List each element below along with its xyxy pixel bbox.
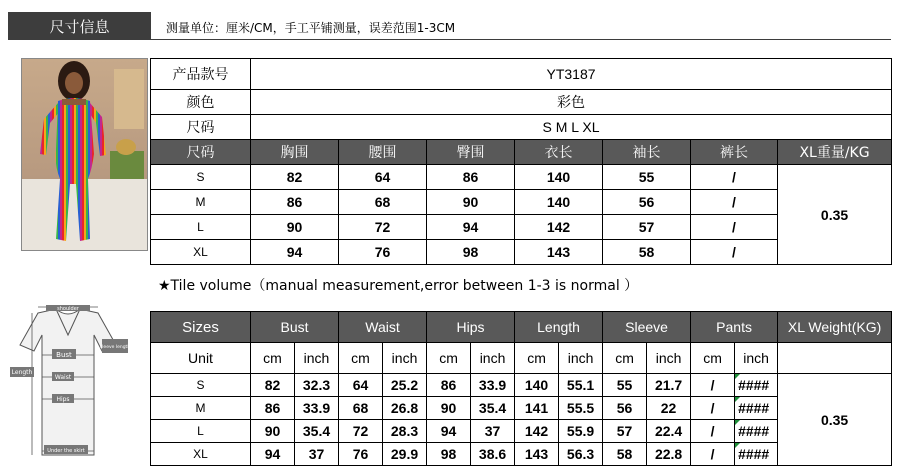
- section-tab-label: 尺寸信息: [49, 17, 110, 36]
- value-cell: 64: [339, 374, 383, 397]
- header-cell: Length: [515, 312, 603, 343]
- value-cell: 57: [603, 420, 647, 443]
- shoulder-label: shoulder: [57, 306, 79, 312]
- value-cell: 55.1: [559, 374, 603, 397]
- size-label: 尺码: [151, 115, 251, 140]
- header-cell: Bust: [251, 312, 339, 343]
- value-cell: 26.8: [383, 397, 427, 420]
- overflow-cell: ####: [735, 420, 778, 443]
- header-cell: 衣长: [515, 140, 603, 165]
- unit-cell: inch: [647, 343, 691, 374]
- value-cell: 55: [603, 165, 691, 190]
- value-cell: 143: [515, 240, 603, 265]
- value-cell: 37: [471, 420, 515, 443]
- unit-cell: cm: [515, 343, 559, 374]
- value-cell: 142: [515, 420, 559, 443]
- value-cell: 55.5: [559, 397, 603, 420]
- value-cell: 33.9: [295, 397, 339, 420]
- size-cell: S: [151, 374, 251, 397]
- value-cell: 98: [427, 443, 471, 466]
- value-cell: 90: [251, 420, 295, 443]
- value-cell: 86: [251, 190, 339, 215]
- value-cell: 68: [339, 190, 427, 215]
- value-cell: 82: [251, 165, 339, 190]
- color-label: 颜色: [151, 90, 251, 115]
- value-cell: 56: [603, 397, 647, 420]
- header-cell: 腰围: [339, 140, 427, 165]
- value-cell: 82: [251, 374, 295, 397]
- measurement-note: 测量单位：厘米/CM，手工平铺测量，误差范围1-3CM: [166, 21, 456, 35]
- garment-diagram: [8, 305, 128, 465]
- hips-label: Hips: [56, 396, 70, 403]
- value-cell: 72: [339, 420, 383, 443]
- value-cell: 86: [427, 374, 471, 397]
- value-cell: 90: [427, 397, 471, 420]
- value-cell: /: [691, 397, 735, 420]
- unit-cell: inch: [295, 343, 339, 374]
- value-cell: 143: [515, 443, 559, 466]
- en-size-table: [150, 311, 892, 466]
- size-cell: L: [151, 420, 251, 443]
- measurement-diagram: [8, 305, 128, 465]
- header-cell: Pants: [691, 312, 778, 343]
- section-tab: [8, 12, 151, 40]
- value-cell: 58: [603, 240, 691, 265]
- value-cell: 76: [339, 443, 383, 466]
- value-cell: 55.9: [559, 420, 603, 443]
- overflow-cell: ####: [735, 443, 778, 466]
- en-header-row: [151, 312, 892, 343]
- color-value: 彩色: [251, 90, 892, 115]
- value-cell: 94: [427, 420, 471, 443]
- header-divider: [151, 39, 891, 40]
- product-code-label: 产品款号: [151, 59, 251, 90]
- value-cell: /: [691, 420, 735, 443]
- unit-cell: cm: [427, 343, 471, 374]
- value-cell: 21.7: [647, 374, 691, 397]
- value-cell: 22: [647, 397, 691, 420]
- value-cell: 37: [295, 443, 339, 466]
- header-cell: XL重量/KG: [778, 140, 892, 165]
- value-cell: 58: [603, 443, 647, 466]
- size-cell: S: [151, 165, 251, 190]
- size-cell: M: [151, 190, 251, 215]
- tile-volume-note: ★Tile volume（manual measurement,error between 1-3 is normal ）: [158, 278, 639, 294]
- value-cell: 38.6: [471, 443, 515, 466]
- value-cell: /: [691, 374, 735, 397]
- header-cell: Waist: [339, 312, 427, 343]
- value-cell: /: [691, 443, 735, 466]
- value-cell: 86: [427, 165, 515, 190]
- header-cell: 臀围: [427, 140, 515, 165]
- overflow-cell: ####: [735, 397, 778, 420]
- unit-weight-blank: [778, 343, 892, 374]
- value-cell: 94: [427, 215, 515, 240]
- header-cell: Sleeve: [603, 312, 691, 343]
- value-cell: 94: [251, 240, 339, 265]
- value-cell: 140: [515, 374, 559, 397]
- unit-cell: cm: [691, 343, 735, 374]
- value-cell: /: [691, 240, 778, 265]
- value-cell: 57: [603, 215, 691, 240]
- waist-label: Waist: [54, 374, 72, 381]
- value-cell: 140: [515, 190, 603, 215]
- unit-label: Unit: [151, 343, 251, 374]
- size-cell: XL: [151, 443, 251, 466]
- table-row: [151, 165, 892, 190]
- value-cell: 32.3: [295, 374, 339, 397]
- unit-cell: cm: [251, 343, 295, 374]
- value-cell: 72: [339, 215, 427, 240]
- header-cell: 裤长: [691, 140, 778, 165]
- cn-header-row: [151, 140, 892, 165]
- value-cell: 35.4: [295, 420, 339, 443]
- header-cell: XL Weight(KG): [778, 312, 892, 343]
- value-cell: 140: [515, 165, 603, 190]
- unit-row: [151, 343, 892, 374]
- value-cell: 64: [339, 165, 427, 190]
- product-code-value: YT3187: [251, 59, 892, 90]
- value-cell: /: [691, 190, 778, 215]
- value-cell: 142: [515, 215, 603, 240]
- product-photo: [21, 58, 148, 251]
- value-cell: 35.4: [471, 397, 515, 420]
- value-cell: 25.2: [383, 374, 427, 397]
- value-cell: 56.3: [559, 443, 603, 466]
- unit-cell: inch: [559, 343, 603, 374]
- value-cell: 90: [251, 215, 339, 240]
- model-image: [22, 59, 147, 250]
- value-cell: 86: [251, 397, 295, 420]
- value-cell: /: [691, 165, 778, 190]
- header-cell: 胸围: [251, 140, 339, 165]
- weight-cell: 0.35: [778, 374, 892, 466]
- size-cell: L: [151, 215, 251, 240]
- value-cell: 33.9: [471, 374, 515, 397]
- size-cell: M: [151, 397, 251, 420]
- unit-cell: cm: [339, 343, 383, 374]
- overflow-cell: ####: [735, 374, 778, 397]
- sleeve-label: sleeve length: [99, 345, 128, 350]
- under-skirt-label: Under the skirt: [47, 448, 85, 454]
- weight-cell: 0.35: [778, 165, 892, 265]
- size-cell: XL: [151, 240, 251, 265]
- bust-label: Bust: [56, 351, 72, 359]
- value-cell: 90: [427, 190, 515, 215]
- unit-cell: inch: [471, 343, 515, 374]
- value-cell: 68: [339, 397, 383, 420]
- value-cell: /: [691, 215, 778, 240]
- unit-cell: cm: [603, 343, 647, 374]
- header-cell: 尺码: [151, 140, 251, 165]
- value-cell: 141: [515, 397, 559, 420]
- cn-size-table: [150, 58, 892, 265]
- table-row: [151, 374, 892, 397]
- value-cell: 76: [339, 240, 427, 265]
- value-cell: 94: [251, 443, 295, 466]
- value-cell: 28.3: [383, 420, 427, 443]
- header-cell: Hips: [427, 312, 515, 343]
- value-cell: 56: [603, 190, 691, 215]
- value-cell: 55: [603, 374, 647, 397]
- value-cell: 98: [427, 240, 515, 265]
- value-cell: 22.8: [647, 443, 691, 466]
- length-label: Length: [11, 369, 33, 376]
- unit-cell: inch: [383, 343, 427, 374]
- value-cell: 29.9: [383, 443, 427, 466]
- size-value: S M L XL: [251, 115, 892, 140]
- header-cell: 袖长: [603, 140, 691, 165]
- header-cell: Sizes: [151, 312, 251, 343]
- unit-cell: inch: [735, 343, 778, 374]
- value-cell: 22.4: [647, 420, 691, 443]
